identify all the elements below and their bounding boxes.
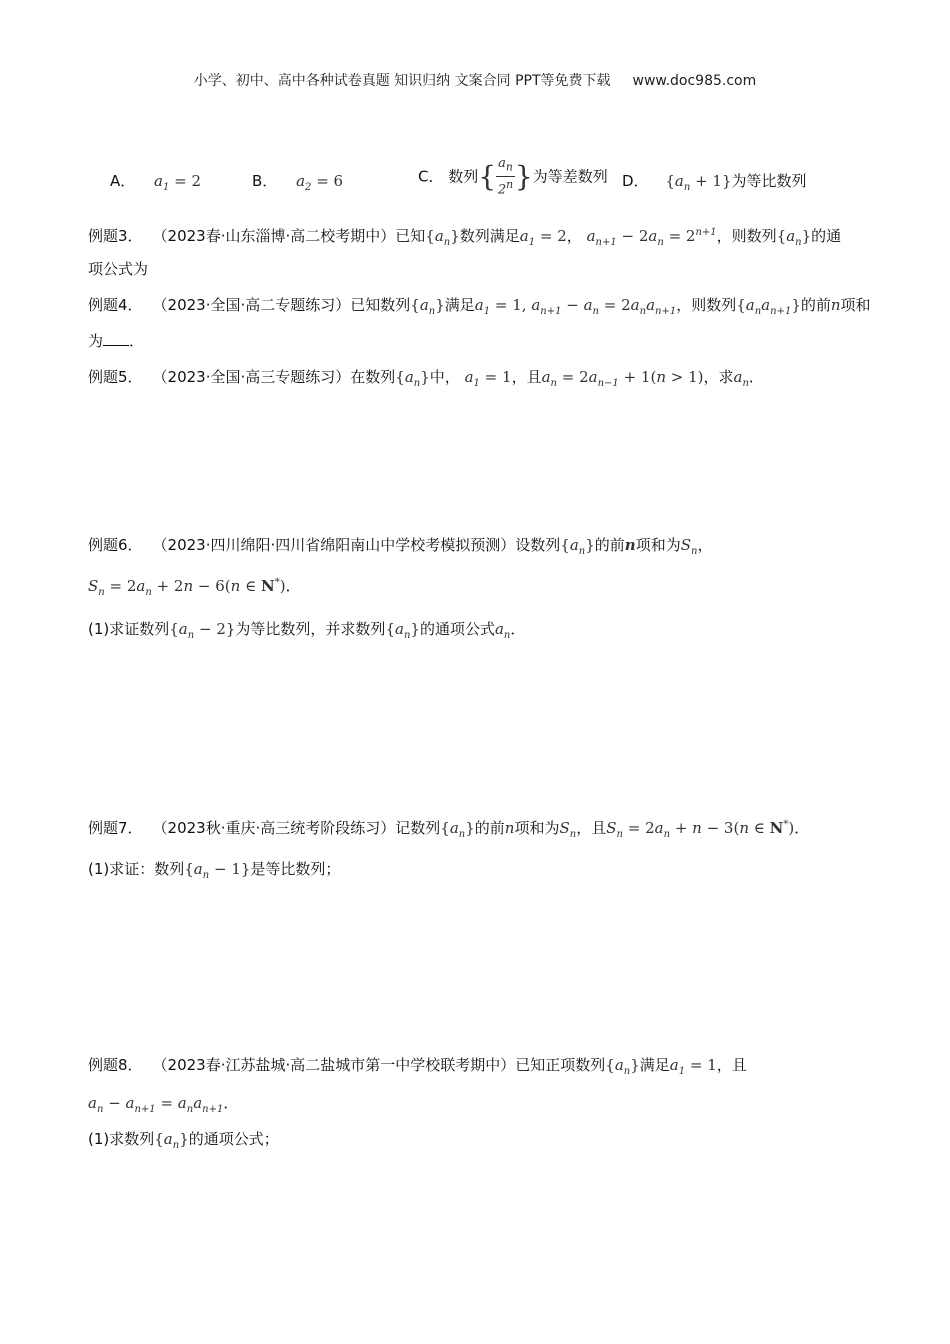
example-7-question-1: (1)求证：数列$\{a_n - 1\}$是等比数列； [88, 860, 341, 881]
option-c-label: C． [418, 167, 444, 186]
example-7: 例题7． （2023秋·重庆·高三统考阶段练习）记数列$\{a_n\}$的前n项和为$S_n$，且$S_n = 2a_n + n - 3(n$ ∈ N*)． [88, 819, 810, 840]
option-a-label: A． [110, 172, 136, 190]
example-6: 例题6． （2023·四川绵阳·四川省绵阳南山中学校考模拟预测）设数列$\{a_n\}$的前n项和为$S_n$， [88, 536, 713, 557]
page-header [0, 70, 950, 90]
example-7-label: 例题7． [88, 819, 143, 837]
example-3: 例题3． （2023春·山东淄博·高二校考期中）已知$\{a_n\}$数列满足$a_1 = 2$， $a_{n+1} - 2a_n = 2^{n+1}$，则数列$\{a_n\}$的通 [88, 227, 842, 248]
answer-blank[interactable] [103, 331, 129, 346]
example-6-question-1: (1)求证数列$\{a_n - 2\}$为等比数列，并求数列$\{a_n\}$的通项公式$a_n$． [88, 620, 526, 641]
example-6-line2: $S_n = 2a_n + 2n - 6(n$ ∈ N*)． [88, 577, 301, 598]
option-d-label: D． [622, 172, 649, 190]
example-8: 例题8． （2023春·江苏盐城·高二盐城市第一中学校联考期中）已知正项数列$\{a_n\}$满足$a_1 = 1$，且 [88, 1056, 747, 1077]
header-site-link[interactable]: www.doc985.com [632, 73, 757, 89]
example-8-question-1: (1)求数列$\{a_n\}$的通项公式； [88, 1130, 279, 1151]
example-4-line2: 为 ． [88, 332, 145, 350]
example-3-label: 例题3． [88, 227, 143, 245]
header-slogan: 小学、初中、高中各种试卷真题 知识归纳 文案合同 PPT等免费下载 [193, 73, 611, 89]
option-d: D． $\{a_n + 1\}$为等比数列 [622, 172, 807, 193]
example-5-label: 例题5． [88, 368, 143, 386]
option-b: B． $a_2 = 6$ [252, 172, 344, 193]
example-5: 例题5． （2023·全国·高三专题练习）在数列$\{a_n\}$中， $a_1 = 1$，且$a_n = 2a_{n-1} + 1(n > 1)$，求$a_n$． [88, 368, 764, 389]
example-3-line2: 项公式为 [88, 260, 149, 278]
example-8-label: 例题8． [88, 1056, 143, 1074]
example-4-label: 例题4． [88, 296, 143, 314]
example-4: 例题4． （2023·全国·高二专题练习）已知数列$\{a_n\}$满足$a_1 = 1$, $a_{n+1} - a_n = 2a_na_{n+1}$，则数列$\{a_na_{n+1}\}$的前n项和 [88, 296, 871, 317]
example-8-line2: $a_n - a_{n+1} = a_na_{n+1}$． [88, 1094, 239, 1115]
example-6-label: 例题6． [88, 536, 143, 554]
option-b-label: B． [252, 172, 278, 190]
option-c: C． 数列{ $\frac{a_n}{2^n}$ }为等差数列 [418, 156, 608, 197]
option-a: A． $a_1 = 2$ [110, 172, 202, 193]
